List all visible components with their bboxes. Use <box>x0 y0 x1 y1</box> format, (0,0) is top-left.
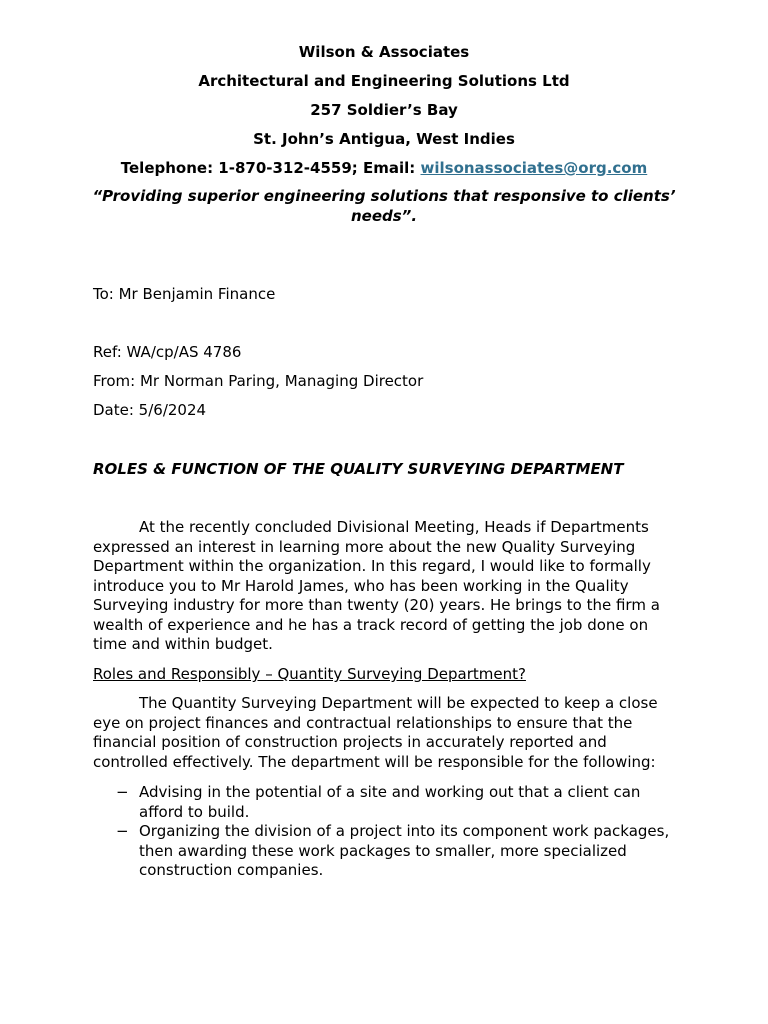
company-name: Wilson & Associates <box>298 43 470 61</box>
list-item-text: Advising in the potential of a site and working out that a client can afford to build. <box>139 783 641 821</box>
list-item <box>93 783 681 822</box>
memo-to: To: Mr Benjamin Finance <box>93 285 276 303</box>
section-subheading: Roles and Responsibly – Quantity Surveying Department? <box>93 665 526 683</box>
responsibilities-paragraph <box>93 694 681 772</box>
list-item-text: Organizing the division of a project into its component work packages, then awarding these work packages to smaller, more specialized construction companies. <box>139 822 670 879</box>
letterhead <box>92 42 676 226</box>
contact-line <box>92 158 676 187</box>
list-item <box>93 822 681 881</box>
company-subtitle: Architectural and Engineering Solutions Ltd <box>198 72 570 90</box>
intro-text: At the recently concluded Divisional Meeting, Heads if Departments expressed an interest in learning more about the new Quality Surveying Department within the organization. In this regard, I would like to formally introduce you to Mr Harold James, who has been working in the Quality Surveying industry for more than twenty (20) years. He brings to the firm a wealth of experience and he has a track record of getting the job done on time and within budget. <box>93 518 660 653</box>
memo-from: From: Mr Norman Paring, Managing Director <box>93 372 424 390</box>
memo-date: Date: 5/6/2024 <box>93 401 207 419</box>
email-link[interactable]: wilsonassociates@org.com <box>420 159 648 177</box>
intro-paragraph <box>93 518 681 655</box>
dash-bullet-icon: − <box>116 783 129 801</box>
document-title: ROLES & FUNCTION OF THE QUALITY SURVEYING DEPARTMENT <box>93 460 624 478</box>
address-line-2: St. John’s Antigua, West Indies <box>253 130 515 148</box>
contact-prefix: Telephone: 1-870-312-4559; Email: <box>120 159 421 177</box>
address-line-1: 257 Soldier’s Bay <box>310 101 458 119</box>
responsibilities-text: The Quantity Surveying Department will be expected to keep a close eye on project finances and contractual relationships to ensure that the financial position of construction projects in accurately reported and controlled effectively. The department will be responsible for the following: <box>93 694 658 771</box>
responsibilities-list <box>93 783 681 881</box>
dash-bullet-icon: − <box>116 822 129 840</box>
memo-ref: Ref: WA/cp/AS 4786 <box>93 343 242 361</box>
company-motto: “Providing superior engineering solutions that responsive to clients’ needs”. <box>92 187 676 225</box>
